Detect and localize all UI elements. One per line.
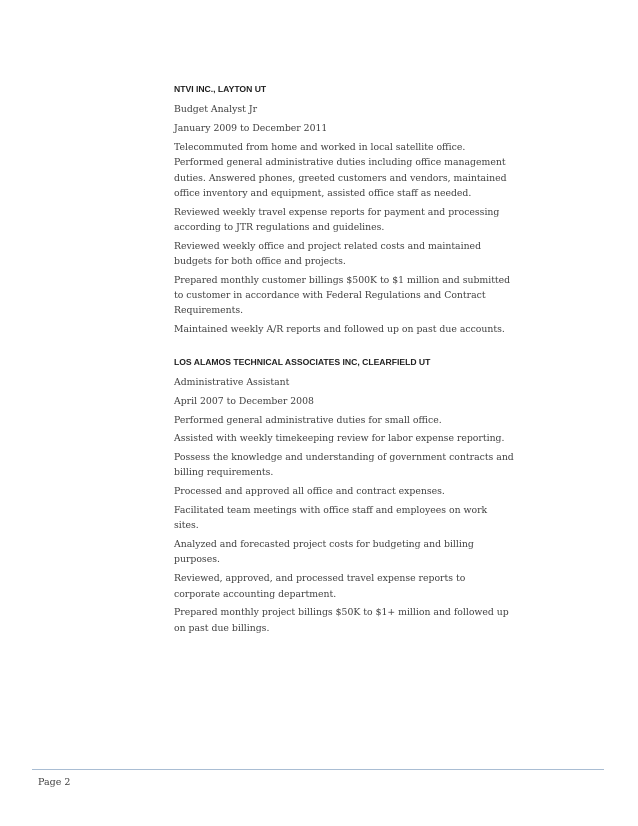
job-duty: Reviewed, approved, and processed travel expense reports to corporate accounting department. (174, 573, 466, 600)
job-duty: Reviewed weekly office and project related costs and maintained budgets for both office and projects. (174, 240, 482, 268)
employer-heading: LOS ALAMOS TECHNICAL ASSOCIATES INC, CLEARFIELD UT (174, 356, 431, 367)
page-number: Page 2 (38, 777, 71, 788)
job-duty: Prepared monthly project billings $50K to $1+ million and followed up on past due billings. (174, 607, 509, 634)
job-duty: Facilitated team meetings with office staff and employees on work sites. (174, 505, 488, 532)
job-duty: Processed and approved all office and contract expenses. (174, 486, 445, 498)
job-duty: Telecommuted from home and worked in local satellite office. Performed general administrative duties including office management duties. Answered phones, greeted customers and vendors, maintained office inventory and equipment, assisted office staff as needed. (174, 142, 507, 199)
job-duty: Maintained weekly A/R reports and followed up on past due accounts. (174, 324, 505, 336)
resume-experience-section (174, 82, 514, 639)
job-entry-ntvi (174, 82, 514, 338)
job-dates: January 2009 to December 2011 (174, 123, 328, 134)
job-duty: Assisted with weekly timekeeping review for labor expense reporting. (174, 433, 505, 445)
job-entry-los-alamos (174, 355, 514, 636)
job-duty: Analyzed and forecasted project costs for budgeting and billing purposes. (174, 539, 474, 566)
job-dates: April 2007 to December 2008 (174, 395, 314, 407)
footer-divider (32, 769, 604, 770)
job-title: Administrative Assistant (174, 376, 290, 388)
job-title: Budget Analyst Jr (174, 104, 258, 115)
job-duty: Prepared monthly customer billings $500K to $1 million and submitted to customer in accordance with Federal Regulations and Contract Requirements. (174, 274, 511, 317)
employer-heading: NTVI INC., LAYTON UT (174, 84, 267, 94)
job-duty: Reviewed weekly travel expense reports for payment and processing according to JTR regulations and guidelines. (174, 206, 500, 233)
job-duty: Performed general administrative duties for small office. (174, 414, 442, 426)
job-duty: Possess the knowledge and understanding of government contracts and billing requirements. (174, 452, 514, 479)
